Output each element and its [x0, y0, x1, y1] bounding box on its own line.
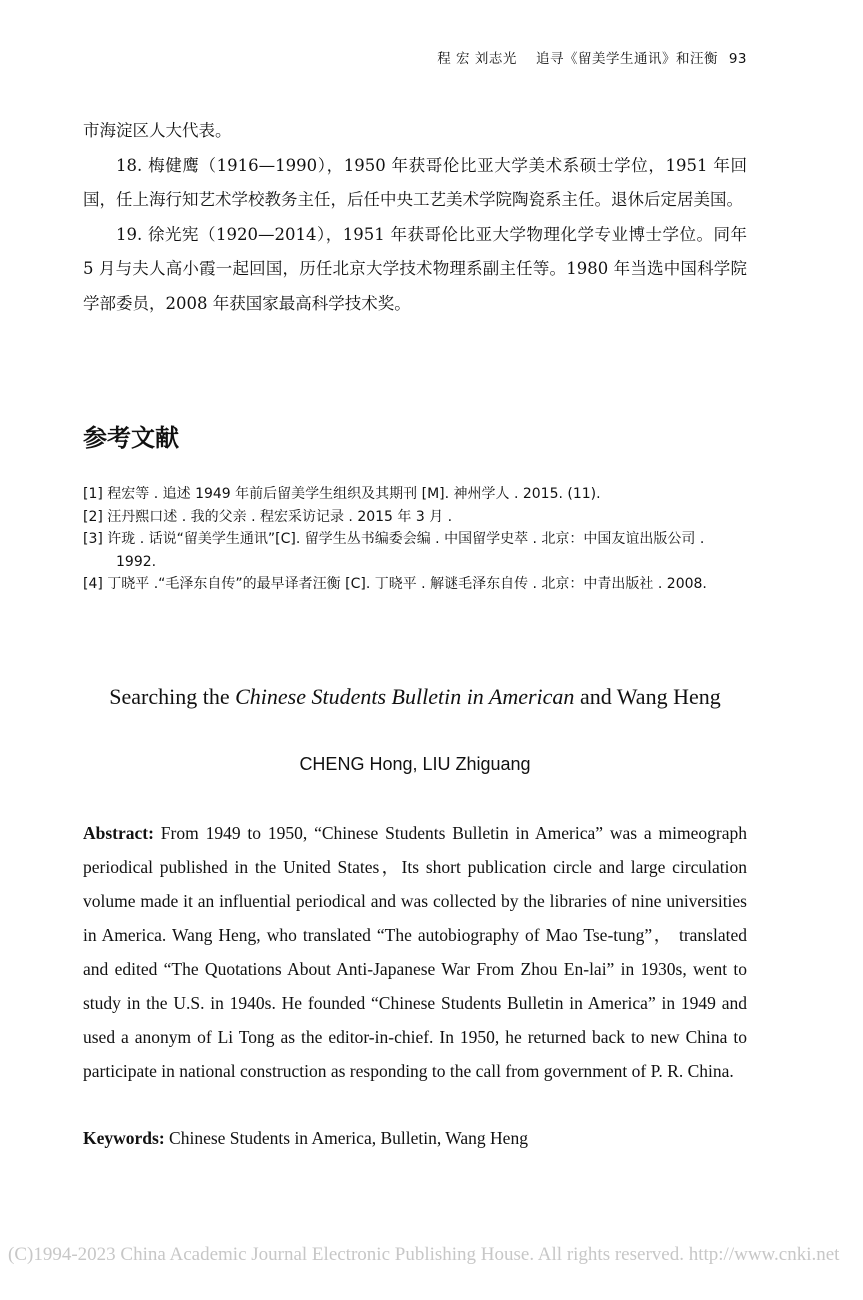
body-paragraph: 18. 梅健鹰（1916—1990），1950 年获哥伦比亚大学美术系硕士学位，1951 年回国，任上海行知艺术学校教务主任，后任中央工艺美术学院陶瓷系主任。退休后定居美国。	[83, 155, 747, 209]
english-title-post: and Wang Heng	[574, 684, 721, 709]
keywords-label: Keywords:	[83, 1128, 165, 1148]
english-title-pre: Searching the	[109, 684, 236, 709]
reference-item: [4] 丁晓平 .“毛泽东自传”的最早译者汪衡 [C]. 丁晓平 . 解谜毛泽东自传 . 北京：中青出版社 . 2008.	[83, 576, 707, 592]
reference-list	[83, 483, 747, 596]
english-authors: CHENG Hong, LIU Zhiguang	[299, 754, 531, 774]
references-heading: 参考文献	[83, 424, 179, 452]
english-title-italic: Chinese Students Bulletin in American	[235, 684, 575, 709]
keywords-text: Chinese Students in America, Bulletin, Wang Heng	[164, 1128, 528, 1148]
copyright-watermark: (C)1994-2023 China Academic Journal Electronic Publishing House. All rights reserved. http://www.cnki.net	[8, 1244, 840, 1265]
running-header	[437, 47, 747, 67]
english-abstract	[83, 816, 747, 1088]
body-text	[83, 114, 747, 321]
english-keywords	[83, 1124, 747, 1152]
header-article-title: 追寻《留美学生通讯》和汪衡	[536, 51, 719, 67]
page-number: 93	[728, 51, 747, 67]
reference-item: [2] 汪丹熙口述 . 我的父亲 . 程宏采访记录 . 2015 年 3 月 .	[83, 508, 453, 525]
body-paragraph: 市海淀区人大代表。	[83, 121, 232, 140]
english-title	[0, 684, 830, 710]
reference-item: [3] 许珑 . 话说“留美学生通讯”[C]. 留学生丛书编委会编 . 中国留学史萃 . 北京：中国友谊出版公司 . 1992.	[83, 531, 705, 570]
abstract-text: From 1949 to 1950, “Chinese Students Bulletin in America” was a mimeograph periodical published in the United States，Its short publication circle and large circulation volume made it an influential periodical and was collected by the libraries of nine universities in America. Wang Heng, who translated “The autobiography of Mao Tse-tung”， translated and edited “The Quotations About Anti-Japanese War From Zhou En-lai” in 1930s, went to study in the U.S. in 1940s. He founded “Chinese Students Bulletin in America” in 1949 and used a anonym of Li Tong as the editor-in-chief. In 1950, he returned back to new China to participate in national construction as responding to the call from government of P. R. China.	[83, 823, 747, 1081]
reference-item: [1] 程宏等 . 追述 1949 年前后留美学生组织及其期刊 [M]. 神州学人 . 2015. (11).	[83, 486, 601, 502]
header-authors: 程 宏 刘志光	[437, 51, 517, 67]
body-paragraph: 19. 徐光宪（1920—2014），1951 年获哥伦比亚大学物理化学专业博士学位。同年 5 月与夫人高小霞一起回国，历任北京大学技术物理系副主任等。1980 年当选中国科学院学部委员，2008 年获国家最高科学技术奖。	[83, 224, 747, 313]
abstract-label: Abstract:	[83, 823, 154, 843]
